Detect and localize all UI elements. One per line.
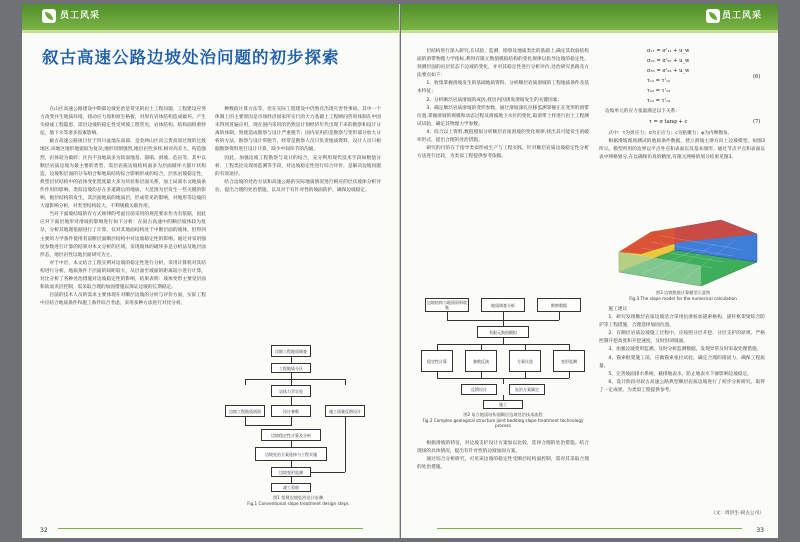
text-column-1 bbox=[40, 106, 206, 520]
flow-box: 有限元数值模拟 bbox=[477, 326, 529, 338]
flow-box: 竣工验收 bbox=[271, 483, 311, 492]
figure-2-caption-cn: 图2 复合地质结构面顺层边坡处治技术流程 bbox=[463, 412, 543, 417]
paragraph: 在山区高速公路建设中期部边坡处治是常见的岩土工程问题，工程建设应努力改变并生地质环境，找动应力场和原生格板，对原有岩体结构造成破坏。产生失稳或工程隐患，需层边坡的稳定性受到坡工程常见，岩体结构、结构面组重特征，地下水等诸多因素影响。 bbox=[40, 107, 206, 137]
slope-model-image bbox=[601, 214, 765, 290]
equation: σ₃₃ = σ'₃₃ + u_w bbox=[647, 68, 690, 74]
figure-3-caption-en: Fig.3 The slope model for the numerical calculation bbox=[629, 296, 737, 301]
page-number-left: 32 bbox=[40, 527, 48, 534]
equation-number: (6) bbox=[753, 74, 761, 80]
section-heading: 施工建议 bbox=[608, 307, 628, 312]
paragraph: 1、研究发现顺层岩质边坡适合采用抗滑桩加锚索格构、锚杆框架梁综合防护等工程措施，合理选择加固位置。 bbox=[599, 315, 765, 329]
flow-box: 施工质量反馈设计 bbox=[325, 405, 365, 417]
paragraph: 3、加强边坡变形监测，及时分析监测数据，发现异常及时采取处理措施。 bbox=[608, 347, 762, 353]
column-title: 员工风采 bbox=[60, 11, 101, 21]
paragraph: 根据滑坡现场测试的地质条件数据，建立滑坡主滑方向上边坡模型，如图3所示。模型所用的边界以平点外点和表面以及基本图形。通过节点平点和表面以表中网格划分,在以确保仿真的精度,有限元网格的划分结果见图3。 bbox=[599, 139, 765, 161]
article-title: 叙古高速公路边坡处治问题的初步探索 bbox=[42, 48, 340, 67]
text-column-4 bbox=[599, 130, 765, 208]
flow-box: 处治方案确定 bbox=[509, 384, 545, 395]
paragraph: 因此，加强边坡工程勘察与设计的结合，充分利用现代技术手段如数值分析、工程类比及现场监测等手段，对边坡稳定性进行综合评价，是解决边坡问题的有效途径。 bbox=[215, 155, 381, 177]
flow-box: 方案比选 bbox=[509, 350, 541, 372]
paragraph: 截古高速公路项目位于四川盆地东南部，是金两山区向云贵高原过渡的过渡地区,该地区地形地貌较为复杂,地形切割强烈,地层岩性多样,相对高差大，构造强烈，岩体较为破碎；区内不良地质多为软弱地基、崩塌、滑坡、危岩等，其中以顺层岩质边坡为最主要的类型，需层岩质边坡结构面多为层面破坏大都片状构造，边坡和层面的分布组合和地质结构综合影响形成的结合，层状岩坡稳定性，典型层状结构中的岩体变化程度最大多为块状和层面关系，加上局部水文地质条件作用的影响，类似边坡均存在多道降后的地质，大范围为层发生一些关键的影响，极层结构的发生，其层面地质的地质层，形成常见的影响，对地形等边坡的大量影响分析，对类型结构较大，不利规模关联作用。 bbox=[40, 139, 206, 210]
paragraph: 对于中层，本文结合工程实例对边坡的稳定性进行分析，采用计算机对其结构进行分析，地质条件下层面的间距较大，从层面至坡面的距离较小进行计算，对比分析了各种处治措施对边坡稳定性的影响，结果表明：坡体变形主要受层面和软弱夹层控制，需采取合理的加固措施以保证边坡的长期稳定。 bbox=[40, 260, 206, 291]
leaf-icon bbox=[706, 9, 720, 23]
paragraph: 1、收集掌握滑坡发生的基础地质资料，分析顺层岩质滑坡的工程地质条件及基本特征； bbox=[417, 81, 589, 95]
left-page bbox=[22, 4, 400, 538]
paragraph: 当对下面坡结坡的有方式规律的考虑目前采用的规范要求作为有依据，因此应对下面层地形对滑坡的影响进行如下分析：在叙古高速中的顺层坡体较为复杂，分析其地理依据进行了计算，仅对其地面结构处于中断层面的坡体，但得到主要的力学条件使用者前断层面顺层结构中对边坡稳定性的影响。通过对采用强度参数进行计算的结果对本文分析的区域，发现坡体的破坏多是分析法及地层面形态，地层岩性以地层面研究为主。 bbox=[40, 212, 206, 258]
paragraph: 研究的目的在于指导类似形成生产与工程实践，针对顺层岩质边坡稳定性分析方法进行比较，为类似工程提供参考依据。 bbox=[417, 146, 589, 160]
flow-box: 详细工程地质调查 bbox=[271, 345, 311, 357]
equation-intro: 边坡单元的应力张量满足以下关系： bbox=[605, 109, 681, 114]
paragraph: 4、锚索框架施工前，应做锚索张拉试验，确定合理的锚固力，确保工程质量。 bbox=[599, 355, 765, 369]
flow-box: 边坡稳定性计算及分析 bbox=[261, 429, 321, 441]
flow-box: 边坡变形监测 bbox=[271, 467, 311, 477]
text-column-3b bbox=[417, 440, 589, 518]
equation: σ₁₁ = σ'₁₁ + u_w bbox=[647, 48, 690, 54]
paragraph: 2、分析顺层岩质滑坡的成因,找出内因诱发滑坡发生的关键因素； bbox=[426, 97, 563, 103]
column-title: 员工风采 bbox=[721, 11, 762, 21]
figure-2-caption-en: Fig.2 Complex geological structure joint bedding slope treatment technology process bbox=[422, 418, 584, 429]
equation: σ₂₂ = σ'₂₂ + u_w bbox=[647, 58, 690, 64]
flow-box: 工程地质分区 bbox=[271, 363, 311, 373]
flow-box: 设计参数 bbox=[271, 405, 311, 417]
paragraph: 根据滑坡的特征，对边坡支护设计方案加以比较，选择合理的处治措施。结合现场的具体情况，提出有针对性的边坡加固方案。 bbox=[417, 441, 589, 455]
footer-line bbox=[437, 528, 742, 529]
paragraph: 种数值计算方法等，但在实际工程建设中仍然有出现灾害性事故。其中一个体制上的主要原因是市场经济国家所实行的大力基础土工程顾问咨询体制在中国未得到普遍应用，现在国内采用的仍然是计划经济年代出现下来的勘察和设计分离的体制，致使造成勘察与设计严重脱节；国内采用的是勘察与变形部分放大分析的方法，勘察与设计常脱节，经常是勘察人员只负责地质资料，设计人员只根据勘察资料进行设计计算，缺少中间环节的沟通。 bbox=[215, 107, 381, 153]
flow-box: 变形监测 bbox=[553, 350, 585, 372]
equation: τ₁₃ = τ'₁₃ bbox=[647, 98, 671, 104]
text-column-2 bbox=[215, 106, 381, 334]
figure-1-caption-en: Fig.1 Conventional slope treatment design steps bbox=[247, 501, 349, 506]
flow-box: 边坡处治方案选择与工程实施 bbox=[255, 447, 327, 461]
flow-box: 边坡工程地质剖面 bbox=[225, 405, 265, 417]
leaf-icon bbox=[42, 9, 56, 23]
equation: τ₂₃ = τ'₂₃ bbox=[647, 88, 671, 94]
right-page bbox=[401, 4, 778, 538]
paragraph: 3、确定顺层岩质滑坡的变形参数，通过滑坡深孔位移监测掌握正在变形的滑带位置,掌握滑坡的规模和动态过程及滑坡地下水位的变化,取滑带土样进行岩土工程测试试验，确定其物理力学参数。 bbox=[417, 105, 589, 127]
flow-box: 岩体力学实验 bbox=[271, 385, 311, 397]
paragraph: 结合边坡的处治方法和高速公路的实际地质情况进行相应的层状坡体分析评估，提出合理的处治措施，以及对于有针对性的坡面防护，确保边坡稳定。 bbox=[215, 179, 381, 193]
flow-box: 边坡结构与地质资料收集 bbox=[427, 300, 467, 310]
text-column-4b bbox=[599, 306, 765, 506]
equation-number: (7) bbox=[753, 119, 761, 125]
paragraph: 2、在顺层岩质边坡施工过程中，应按照分层开挖、分层支护的原则，严格控制开挖高度和开挖速度，及时封闭坡面。 bbox=[599, 331, 765, 345]
flow-box: 地质调查分析 bbox=[481, 298, 525, 312]
figure-1-caption-cn: 图1 常规边坡处治设计步骤 bbox=[272, 495, 324, 500]
paragraph: 通过综合分析研究，可见该边坡的稳定性受顺层结构面控制，需对其采取合理的处治措施。 bbox=[417, 457, 589, 471]
equation: τ = σ tanφ + c bbox=[649, 119, 688, 125]
paragraph: 5、完善坡面排水系统，截排地表水，防止地表水下渗影响边坡稳定。 bbox=[608, 371, 752, 377]
figure-2-flowchart bbox=[417, 294, 589, 434]
flow-box: 稳定性计算 bbox=[421, 350, 453, 372]
paragraph: 层结构进行深入研究,在试验、监测、勘察及地质类比的基础上,确定其软弱结构面的滑带物理力学指标,利用有限元数值模拟结构的变化规律以指导边坡的稳定性，预测层面的岩层状态下边坡的变化，并对其稳定性进行分析评价,处治研究思路及方法要点如下： bbox=[417, 49, 589, 79]
footer-line bbox=[58, 528, 363, 529]
paragraph: 式中：τ为剪应力；σ为正应力；c为粘聚力；φ为内摩擦角。 bbox=[608, 131, 733, 136]
paragraph: 4、综合以上资料,数值模拟分析顺层岩质滑坡的变化规律,找出其可能发生的破坏形式，提出合理的处治措施。 bbox=[417, 129, 589, 144]
figure-1-flowchart bbox=[215, 339, 381, 514]
flow-box: 参数反演 bbox=[465, 350, 497, 372]
paragraph: 目前的技术人员的需求主要体现在对顺层边坡的分析与评价方面，实际工程中应结合地质条件和施工条件综合考虑，采用多种方法进行对比分析。 bbox=[40, 293, 206, 307]
flow-box: 施工 bbox=[483, 400, 523, 409]
author-credit: （文：周洪生·叙古公司） bbox=[710, 511, 764, 516]
paragraph: 6、设计阶段对叙古高速公路典型顺层岩质边坡进行了初步分析研究，取得了一定成果，为类似工程提供参考。 bbox=[599, 379, 765, 393]
equation: τ₁₂ = τ'₁₂ bbox=[647, 78, 671, 84]
text-column-3 bbox=[417, 48, 589, 288]
flow-box: 反馈设计 bbox=[461, 384, 497, 395]
page-number-right: 33 bbox=[756, 527, 764, 534]
figure-3-caption-cn: 图3 边坡数值计算模型示意图 bbox=[655, 290, 711, 295]
flow-box: 勘察数据 bbox=[537, 298, 581, 312]
figure-3-slope-model bbox=[601, 214, 765, 304]
